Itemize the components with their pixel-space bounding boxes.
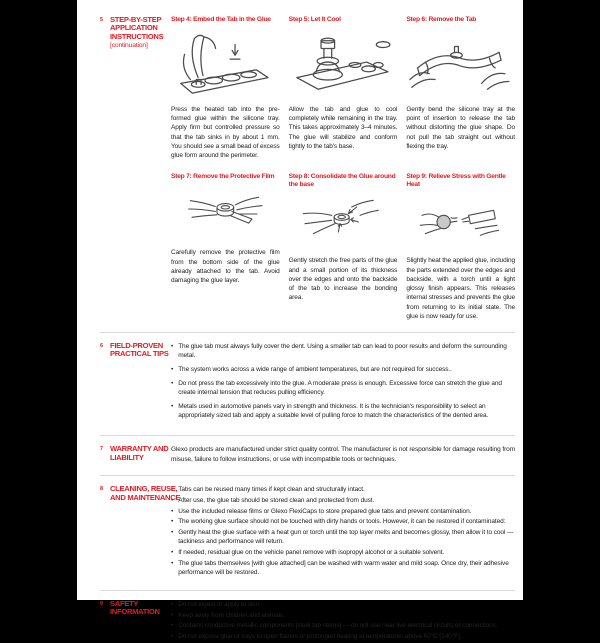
section-cleaning <box>100 485 515 578</box>
safety-list <box>171 600 515 643</box>
bullet-icon <box>171 548 173 557</box>
step-title: Step 7: Remove the Protective Film <box>171 173 275 181</box>
list-item <box>171 517 515 526</box>
list-item <box>171 632 515 641</box>
sidebar-heading-steps <box>100 16 162 160</box>
list-item-text: Keep away from children and animals. <box>178 611 285 619</box>
list-item-text: Metals used in automotive panels vary in strength and thickness. It is the technician's responsibility to select an appropriately sized tab and apply a suitable level of pulling force to match the characteristics of the dented area. <box>178 402 489 419</box>
warranty-text: Glexo products are manufactured under strict quality control. The manufacturer is not responsible for damage resulting from misuse, failure to follow instructions, or use with incompatible tools or techniques. <box>171 446 515 463</box>
list-item <box>171 621 515 630</box>
section-subtitle: [continuation] <box>110 42 148 50</box>
section-title: SAFETY INFORMATION <box>110 598 160 617</box>
section-number: 8 <box>100 486 104 493</box>
step-title: Step 8: Consolidate the Glue around the base <box>288 173 396 189</box>
tips-list <box>171 342 515 425</box>
list-item-text: Contains conductive metallic components [steel tab stems] — do not use near live electrical circuits or connections. <box>178 622 498 630</box>
bullet-icon <box>171 507 173 516</box>
list-item <box>171 485 515 494</box>
step-9-heat-illustration <box>406 192 515 252</box>
step-card-4 <box>171 16 280 160</box>
step-6-remove-illustration <box>406 27 515 101</box>
cleaning-list <box>171 485 515 578</box>
section-safety <box>100 600 515 643</box>
step-body: Carefully remove the protective film from the bottom side of the glue already attached to the tab. Avoid damaging the glue layer. <box>171 249 280 285</box>
bullet-icon <box>171 365 173 374</box>
section-number: 7 <box>100 446 104 453</box>
list-item <box>171 507 515 516</box>
section-title: FIELD-PROVEN PRACTICAL TIPS <box>110 340 169 359</box>
list-item-text: The working glue surface should not be touched with dirty hands or tools. However, it can be restored if contaminated: <box>178 518 506 526</box>
section-tips <box>100 342 515 425</box>
list-item <box>171 548 515 557</box>
section-divider <box>100 332 515 333</box>
section-divider <box>100 435 515 436</box>
section-step-by-step <box>100 16 515 321</box>
list-item-text: Gently heat the glue surface with a heat gun or torch until the top layer melts and becomes glossy, then allow it to cool — tackiness and performance will return. <box>178 529 514 546</box>
list-item-text: Use the included release films or Glexo FlexiCaps to store prepared glue tabs and prevent contamination. <box>178 507 472 515</box>
document-page <box>77 0 523 640</box>
step-card-9 <box>406 173 515 321</box>
bullet-icon <box>171 528 173 546</box>
list-item <box>171 559 515 577</box>
bullet-icon <box>171 402 173 420</box>
list-item <box>171 342 515 360</box>
step-body: Allow the tab and glue to cool completely while remaining in the tray. This takes approximately 3–4 minutes. The glue will stabilize and conform tightly to the tab's base. <box>288 106 398 150</box>
step-card-6 <box>406 16 515 160</box>
list-item-text: Tabs can be reused many times if kept clean and structurally intact. <box>178 486 365 494</box>
section-number: 5 <box>100 17 104 23</box>
list-item-text: The system works across a wide range of ambient temperatures, but are not required for success.. <box>178 365 452 373</box>
list-item <box>171 379 515 397</box>
sidebar-heading-safety <box>100 600 162 643</box>
bullet-icon <box>171 379 173 397</box>
list-item-text: Do not expose glue or trays to open flames or prolonged heating at temperatures above 60°C [140°F]. <box>178 632 462 640</box>
list-item <box>171 528 515 546</box>
step-body: Slightly heat the applied glue, including the parts extended over the edges and backside, with a torch until a light glossy finish appears. This releases internal stresses and prevents the glue from returning to its initial state. The glue is now ready for use. <box>406 257 515 320</box>
step-4-embed-illustration <box>171 27 280 101</box>
list-item-text: Do not ingest or apply to skin. <box>178 600 261 608</box>
sidebar-heading-warranty <box>100 444 169 464</box>
section-number: 6 <box>100 342 104 349</box>
step-body: Press the heated tab into the pre-formed glue within the silicone tray. Apply firm but controlled pressure so that the tab sinks in by about 1 mm. You should see a small bead of excess glue form around the perimeter. <box>171 106 280 160</box>
section-number: 9 <box>100 600 104 607</box>
sidebar-heading-cleaning <box>100 484 181 578</box>
step-title: Step 4: Embed the Tab in the Glue <box>171 16 271 23</box>
section-warranty <box>100 445 515 464</box>
list-item <box>171 402 515 420</box>
list-item-text: The glue tab must always fully cover the dent. Using a smaller tab can lead to poor results and deform the surrounding metal. <box>178 342 507 360</box>
section-divider <box>100 475 515 476</box>
step-8-consolidate-illustration <box>289 192 398 252</box>
bullet-icon <box>171 517 173 526</box>
step-title: Step 9: Relieve Stress with Gentle Heat <box>406 173 506 189</box>
section-divider <box>100 590 515 591</box>
step-body: Gently bend the silicone tray at the point of insertion to release the tab without distorting the glue shape. Do not pull the tab straight out without flexing the tray. <box>406 106 515 150</box>
sidebar-heading-tips <box>100 340 169 425</box>
bullet-icon <box>171 559 173 577</box>
step-body: Gently stretch the free parts of the glue and a small portion of its thickness over the edges and onto the backside of the tab to increase the bonding area. <box>288 257 398 302</box>
step-title: Step 6: Remove the Tab <box>406 16 477 23</box>
section-title: WARRANTY AND LIABILITY <box>110 444 169 462</box>
list-item-text: After use, the glue tab should be stored clean and protected from dust. <box>178 497 375 505</box>
list-item <box>171 365 515 374</box>
bullet-icon <box>171 632 173 641</box>
list-item-text: The glue tabs themselves [with glue attached] can be washed with warm water and mild soap. Once dry, their adhesive performance will be restored. <box>178 559 509 577</box>
list-item <box>171 611 515 620</box>
step-card-8 <box>289 173 398 321</box>
bullet-icon <box>171 621 173 630</box>
step-card-5 <box>289 16 398 160</box>
list-item-text: Do not press the tab excessively into the glue. A moderate press is enough. Excessive force can stretch the glue and create internal tension that reduces pulling efficiency. <box>178 379 502 396</box>
step-5-cool-illustration <box>289 27 398 101</box>
step-card-7 <box>171 173 280 321</box>
step-title: Step 5: Let It Cool <box>288 16 341 23</box>
section-title: STEP-BY-STEP APPLICATION INSTRUCTIONS <box>110 15 164 41</box>
list-item-text: If needed, residual glue on the vehicle panel remove with isopropyl alcohol or a suitable solvent. <box>178 549 445 557</box>
section-title: CLEANING, REUSE, AND MAINTENANCE <box>110 484 181 502</box>
list-item <box>171 496 515 505</box>
step-7-film-illustration <box>171 184 280 244</box>
list-item <box>171 600 515 609</box>
